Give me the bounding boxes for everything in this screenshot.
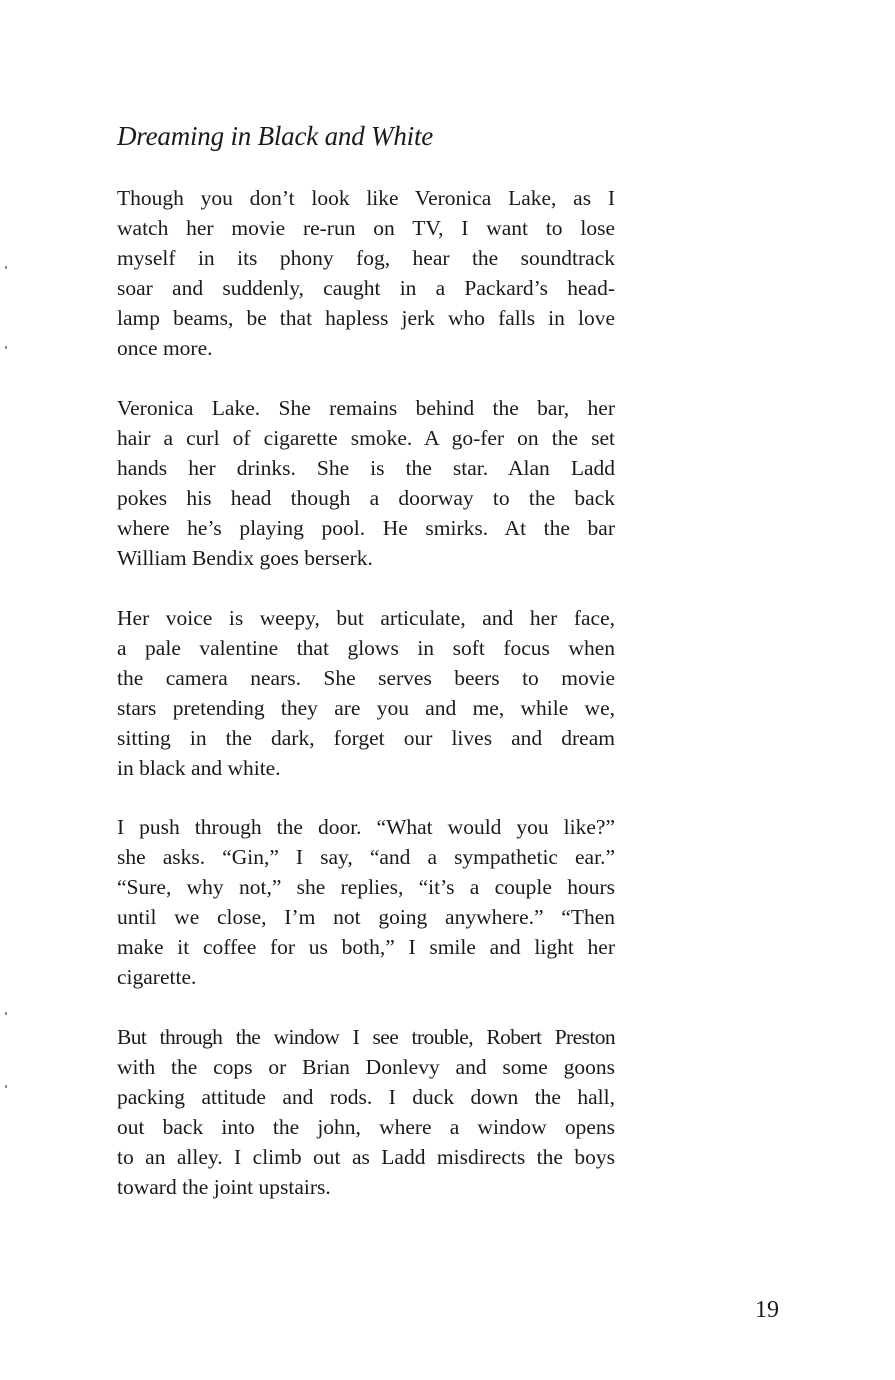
poem-line: William Bendix goes berserk. <box>117 546 373 570</box>
poem-line: I push through the door. “What would you like?” <box>117 815 615 839</box>
poem-line: Though you don’t look like Veronica Lake, as I <box>117 186 615 210</box>
poem-line: But through the window I see trouble, Robert Preston <box>117 1025 615 1049</box>
scan-speck <box>5 346 7 349</box>
poem-line: a pale valentine that glows in soft focus when <box>117 636 615 660</box>
poem-line: “Sure, why not,” she replies, “it’s a couple hours <box>117 875 615 899</box>
page-number: 19 <box>755 1297 779 1323</box>
poem-line: sitting in the dark, forget our lives and dream <box>117 726 615 750</box>
poem-line: out back into the john, where a window opens <box>117 1115 615 1139</box>
poem-line: where he’s playing pool. He smirks. At the bar <box>117 516 615 540</box>
poem-line: to an alley. I climb out as Ladd misdirects the boys <box>117 1145 615 1169</box>
poem-line: hands her drinks. She is the star. Alan Ladd <box>117 456 615 480</box>
poem-line: with the cops or Brian Donlevy and some goons <box>117 1055 615 1079</box>
poem-line: Veronica Lake. She remains behind the bar, her <box>117 396 615 420</box>
poem-line: once more. <box>117 336 213 360</box>
poem-line: packing attitude and rods. I duck down the hall, <box>117 1085 615 1109</box>
scan-speck <box>5 1085 7 1088</box>
poem-line: until we close, I’m not going anywhere.” “Then <box>117 905 615 929</box>
poem-line: hair a curl of cigarette smoke. A go-fer on the set <box>117 426 615 450</box>
poem-line: make it coffee for us both,” I smile and light her <box>117 935 615 959</box>
stanza-2 <box>117 393 615 573</box>
poem-title: Dreaming in Black and White <box>117 121 434 151</box>
scan-speck <box>5 266 7 269</box>
poem-line: in black and white. <box>117 756 281 780</box>
stanza-4 <box>117 812 615 992</box>
poem-line: pokes his head though a doorway to the back <box>117 486 615 510</box>
poem-line: she asks. “Gin,” I say, “and a sympathetic ear.” <box>117 845 615 869</box>
stanza-5 <box>117 1022 615 1202</box>
poem-line: cigarette. <box>117 965 197 989</box>
stanza-3 <box>117 603 615 783</box>
poem-line: the camera nears. She serves beers to movie <box>117 666 615 690</box>
scan-speck <box>5 1012 7 1015</box>
poem-line: watch her movie re-run on TV, I want to lose <box>117 216 615 240</box>
poem-line: myself in its phony fog, hear the soundtrack <box>117 246 615 270</box>
poem-line: stars pretending they are you and me, while we, <box>117 696 615 720</box>
poem-line: lamp beams, be that hapless jerk who falls in love <box>117 306 615 330</box>
poem-line: Her voice is weepy, but articulate, and her face, <box>117 606 615 630</box>
stanza-1 <box>117 183 615 363</box>
poem-line: soar and suddenly, caught in a Packard’s head- <box>117 276 615 300</box>
poem-line: toward the joint upstairs. <box>117 1175 331 1199</box>
